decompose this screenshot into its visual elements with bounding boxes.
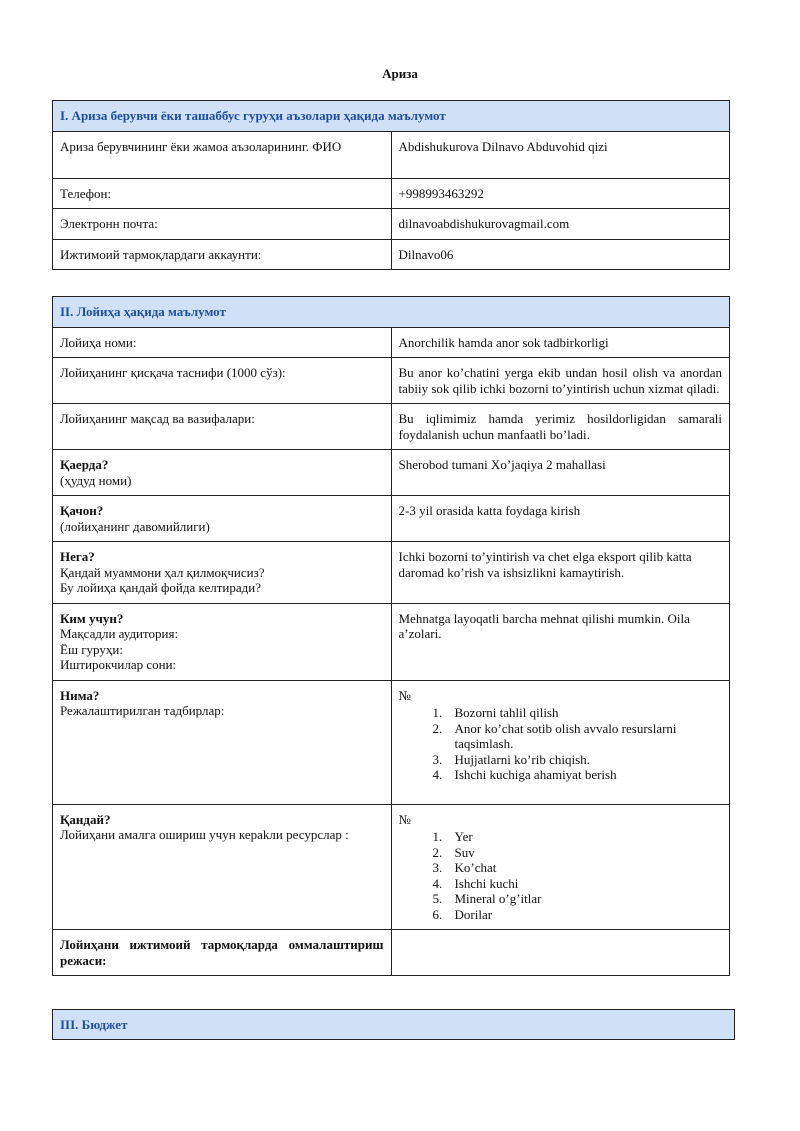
whom-value: Mehnatga layoqatli barcha mehnat qilishi mumkin. Oila a’zolari. <box>391 603 730 680</box>
what-value <box>391 680 730 804</box>
when-title: Қачон? <box>60 503 104 518</box>
section-3-heading: III. Бюджет <box>52 1009 735 1040</box>
number-sign: № <box>398 811 411 827</box>
whom-label <box>53 603 392 680</box>
why-subtitle-benefit: Бу лойиҳа қандай фойда келтиради? <box>60 580 261 595</box>
whom-title: Ким учун? <box>60 610 124 626</box>
number-sign: № <box>398 687 411 703</box>
table-row <box>53 131 730 178</box>
resources-list <box>399 829 723 922</box>
whom-subtitle-age: Ёш гуруҳи: <box>60 641 123 657</box>
list-item: 3. Hujjatlarni ko’rib chiqish. <box>446 752 723 768</box>
list-item: 4. Ishchi kuchi <box>446 876 723 892</box>
how-subtitle: Лойиҳани амалга ошириш учун кераkли ресурслар : <box>60 827 349 842</box>
list-item: 4. Ishchi kuchiga ahamiyat berish <box>446 767 723 783</box>
planned-activities-list <box>399 705 723 783</box>
table-row <box>53 450 730 496</box>
what-title: Нима? <box>60 687 100 703</box>
where-label <box>53 450 392 496</box>
where-title: Қаерда? <box>60 457 109 472</box>
table-row <box>53 358 730 404</box>
table-row <box>53 239 730 270</box>
project-goals-label: Лойиҳанинг мақсад ва вазифалари: <box>53 404 392 450</box>
why-title: Нега? <box>60 549 95 564</box>
whom-subtitle-count: Иштирокчилар сони: <box>60 657 177 672</box>
social-account-value: Dilnavo06 <box>391 239 730 270</box>
email-label: Электронн почта: <box>53 209 392 240</box>
email-value: dilnavoabdishukurovagmail.com <box>391 209 730 240</box>
document-title: Ариза <box>382 66 418 81</box>
list-item: 6. Dorilar <box>446 907 723 923</box>
table-row <box>53 327 730 358</box>
what-subtitle: Режалаштирилган тадбирлар: <box>60 703 225 718</box>
where-value: Sherobod tumani Xo’jaqiya 2 mahallasi <box>391 450 730 496</box>
fio-value: Abdishukurova Dilnavo Abduvohid qizi <box>391 131 730 178</box>
table-row <box>53 178 730 209</box>
phone-value: +998993463292 <box>391 178 730 209</box>
project-name-label: Лойиҳа номи: <box>53 327 392 358</box>
table-row <box>53 603 730 680</box>
project-name-value: Anorchilik hamda anor sok tadbirkorligi <box>391 327 730 358</box>
table-row <box>53 209 730 240</box>
social-plan-label: Лойиҳани ижтимоий тармоқларда оммалаштириш режаси: <box>53 930 392 976</box>
section-2-heading: II. Лойиҳа ҳақида маълумот <box>53 297 730 328</box>
list-item: 1. Bozorni tahlil qilish <box>446 705 723 721</box>
project-summary-value: Bu anor ko’chatini yerga ekib undan hosil olish va anordan tabiiy sok qilib ichki bozorni to’yintirish uchun xizmat qiladi. <box>391 358 730 404</box>
list-item: 3. Ko’chat <box>446 860 723 876</box>
table-row <box>53 542 730 604</box>
whom-subtitle-audience: Мақсадли аудитория: <box>60 626 179 641</box>
list-item: 5. Mineral o’g’itlar <box>446 891 723 907</box>
table-row <box>53 680 730 804</box>
why-subtitle-problem: Қандай муаммони ҳал қилмоқчисиз? <box>60 564 265 580</box>
what-label <box>53 680 392 804</box>
when-label <box>53 496 392 542</box>
how-value <box>391 804 730 930</box>
project-goals-value: Bu iqlimimiz hamda yerimiz hosildorligidan samarali foydalanish uchun manfaatli bo’ladi. <box>391 404 730 450</box>
when-value: 2-3 yil orasida katta foydaga kirish <box>391 496 730 542</box>
table-row <box>53 404 730 450</box>
where-subtitle: (ҳудуд номи) <box>60 472 132 488</box>
list-item: 2. Anor ko’chat sotib olish avvalo resurslarni taqsimlash. <box>446 721 723 752</box>
applicant-info-table <box>52 100 730 270</box>
fio-label: Ариза берувчининг ёки жамоа аъзоларининг. ФИО <box>53 131 392 178</box>
table-row <box>53 496 730 542</box>
how-title: Қандай? <box>60 811 111 827</box>
table-row <box>53 804 730 930</box>
why-value: Ichki bozorni to’yintirish va chet elga eksport qilib katta daromad ko’rish va ishsizlikni kamaytirish. <box>391 542 730 604</box>
social-account-label: Ижтимоий тармоқлардаги аккаунти: <box>53 239 392 270</box>
project-info-table <box>52 296 730 976</box>
table-row <box>53 930 730 976</box>
how-label <box>53 804 392 930</box>
social-plan-value <box>391 930 730 976</box>
list-item: 2. Suv <box>446 845 723 861</box>
why-label <box>53 542 392 604</box>
when-subtitle: (лойиҳанинг давомийлиги) <box>60 518 210 534</box>
list-item: 1. Yer <box>446 829 723 845</box>
section-1-heading: I. Ариза берувчи ёки ташаббус гуруҳи аъзолари ҳақида маълумот <box>53 101 730 132</box>
phone-label: Телефон: <box>53 178 392 209</box>
project-summary-label: Лойиҳанинг қисқача таснифи (1000 сўз): <box>53 358 392 404</box>
